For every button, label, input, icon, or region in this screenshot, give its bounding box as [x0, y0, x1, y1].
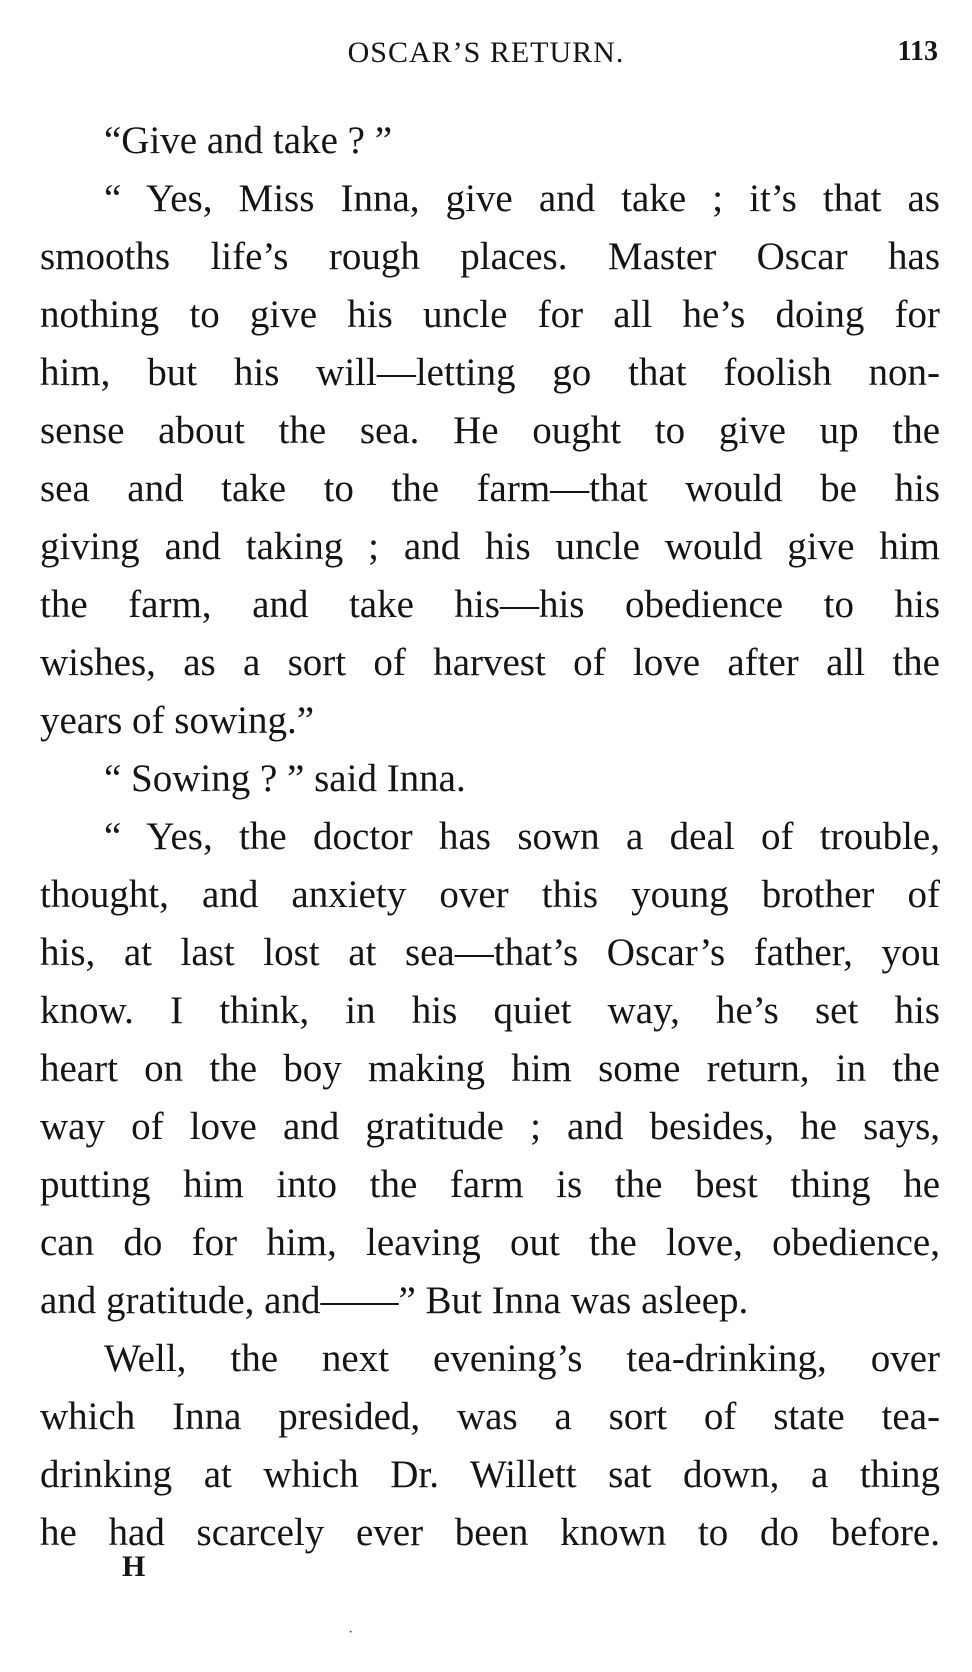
running-head: [0, 30, 972, 90]
text-line: and gratitude, and——” But Inna was asleep.: [40, 1279, 749, 1322]
text-line: his, at last lost at sea––that’s Oscar’s father, you: [40, 931, 940, 974]
text-line: thought, and anxiety over this young brother of: [40, 873, 940, 916]
text-line: drinking at which Dr. Willett sat down, a thing: [40, 1453, 940, 1496]
text-line: Well, the next evening’s tea-drinking, over: [104, 1337, 940, 1380]
text-line: him, but his will––letting go that foolish non-: [40, 351, 940, 394]
text-line: “Give and take ? ”: [104, 119, 393, 162]
text-line: “ Yes, Miss Inna, give and take ; it’s that as: [104, 177, 940, 220]
text-line: know. I think, in his quiet way, he’s set his: [40, 989, 940, 1032]
text-line: sea and take to the farm––that would be his: [40, 467, 940, 510]
text-line: heart on the boy making him some return, in the: [40, 1047, 940, 1090]
text-line: sense about the sea. He ought to give up the: [40, 409, 940, 452]
signature-mark: H: [122, 1550, 146, 1583]
text-line: smooths life’s rough places. Master Oscar has: [40, 235, 940, 278]
text-line: putting him into the farm is the best thing he: [40, 1163, 940, 1206]
running-title: OSCAR’S RETURN.: [347, 36, 625, 69]
page-number: 113: [897, 36, 938, 67]
text-line: the farm, and take his––his obedience to his: [40, 583, 940, 626]
text-line: he had scarcely ever been known to do before.: [40, 1511, 940, 1554]
ink-speck: ·: [348, 1624, 354, 1641]
text-line: can do for him, leaving out the love, obedience,: [40, 1221, 940, 1264]
text-line: which Inna presided, was a sort of state tea-: [40, 1395, 940, 1438]
text-line: giving and taking ; and his uncle would give him: [40, 525, 940, 568]
text-line: “ Yes, the doctor has sown a deal of trouble,: [104, 815, 940, 858]
text-line: nothing to give his uncle for all he’s doing for: [40, 293, 940, 336]
text-line: way of love and gratitude ; and besides, he says,: [40, 1105, 940, 1148]
text-line: “ Sowing ? ” said Inna.: [104, 757, 466, 800]
text-line: years of sowing.”: [40, 699, 315, 742]
text-line: wishes, as a sort of harvest of love after all the: [40, 641, 940, 684]
body-text: [40, 112, 940, 1562]
